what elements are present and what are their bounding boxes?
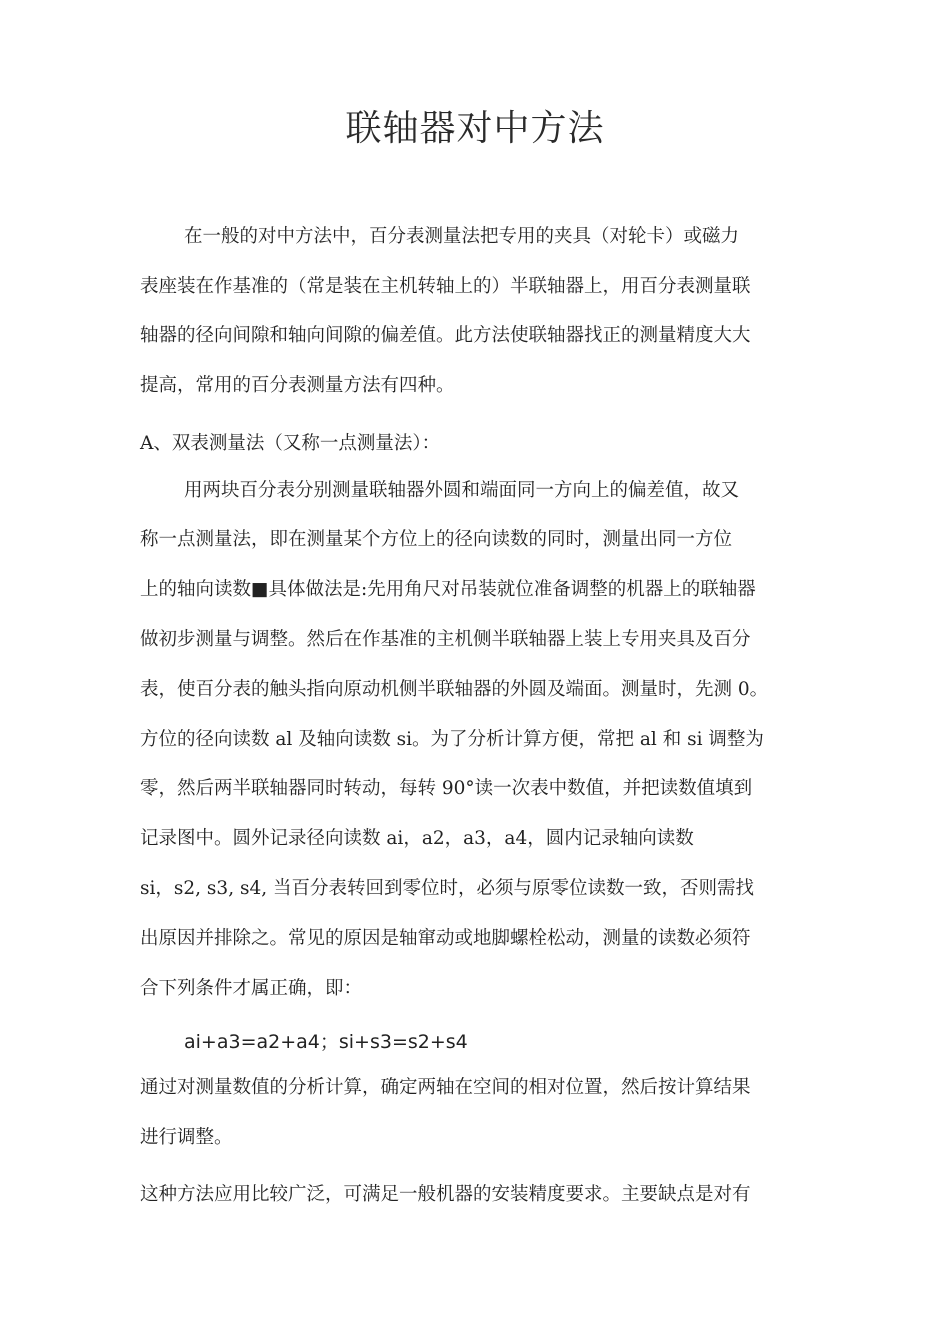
paragraph-line: 通过对测量数值的分析计算，确定两轴在空间的相对位置，然后按计算结果 xyxy=(140,1077,751,1098)
paragraph-line: 方位的径向读数 al 及轴向读数 si。为了分析计算方便，常把 al 和 si 调整为 xyxy=(140,729,764,750)
paragraph-line: 在一般的对中方法中，百分表测量法把专用的夹具（对轮卡）或磁力 xyxy=(184,226,740,247)
paragraph-line: 称一点测量法，即在测量某个方位上的径向读数的同时，测量出同一方位 xyxy=(140,529,733,550)
paragraph-line: 用两块百分表分别测量联轴器外圆和端面同一方向上的偏差值，故又 xyxy=(184,480,740,501)
paragraph-line: si，s2, s3, s4, 当百分表转回到零位时，必须与原零位读数一致，否则需找 xyxy=(140,878,754,899)
paragraph-line: 做初步测量与调整。然后在作基准的主机侧半联轴器上装上专用夹具及百分 xyxy=(140,629,751,650)
section-heading: A、双表测量法（又称一点测量法）： xyxy=(140,433,441,454)
paragraph-line: 进行调整。 xyxy=(140,1127,233,1148)
paragraph-line: 记录图中。圆外记录径向读数 ai，a2，a3，a4，圆内记录轴向读数 xyxy=(140,828,694,849)
paragraph-line: 出原因并排除之。常见的原因是轴窜动或地脚螺栓松动，测量的读数必须符 xyxy=(140,928,751,949)
paragraph-line: 这种方法应用比较广泛，可满足一般机器的安装精度要求。主要缺点是对有 xyxy=(140,1184,751,1205)
paragraph-line: 提高，常用的百分表测量方法有四种。 xyxy=(140,375,455,396)
paragraph-line: 表，使百分表的触头指向原动机侧半联轴器的外圆及端面。测量时，先测 0。 xyxy=(140,679,769,700)
paragraph-line: 上的轴向读数■具体做法是:先用角尺对吊装就位准备调整的机器上的联轴器 xyxy=(140,579,756,600)
paragraph-line: 轴器的径向间隙和轴向间隙的偏差值。此方法使联轴器找正的测量精度大大 xyxy=(140,325,751,346)
paragraph-line: 合下列条件才属正确，即： xyxy=(140,978,363,999)
document-title: 联轴器对中方法 xyxy=(345,108,605,149)
formula-line: ai+a3=a2+a4；si+s3=s2+s4 xyxy=(184,1031,468,1053)
paragraph-line: 表座装在作基准的（常是装在主机转轴上的）半联轴器上，用百分表测量联 xyxy=(140,276,751,297)
paragraph-line: 零，然后两半联轴器同时转动，每转 90°读一次表中数值，并把读数值填到 xyxy=(140,778,753,799)
